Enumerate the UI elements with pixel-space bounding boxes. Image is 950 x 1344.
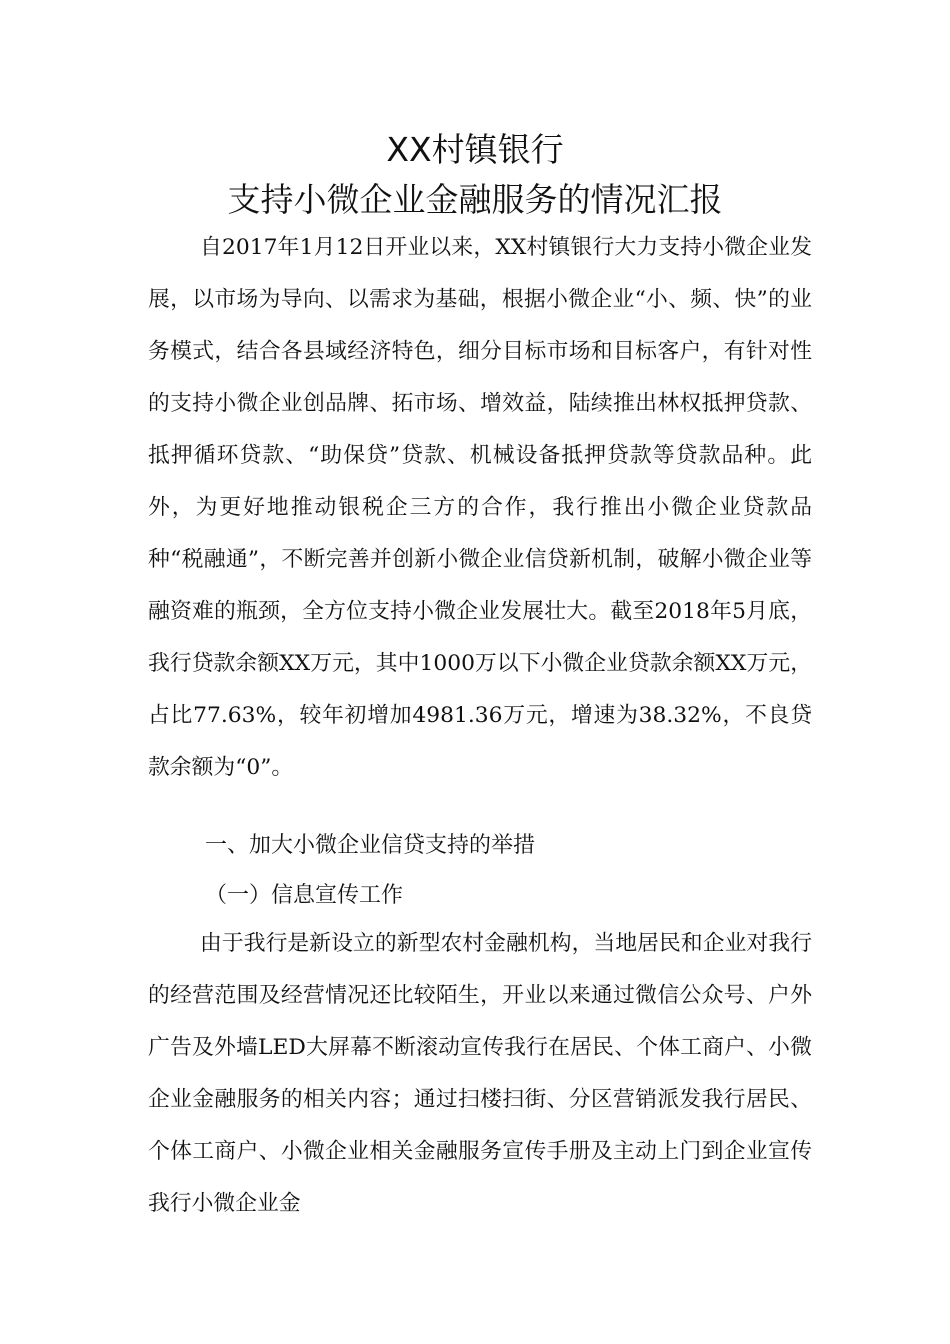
intro-paragraph: 自2017年1月12日开业以来，XX村镇银行大力支持小微企业发展，以市场为导向、以需求为基础，根据小微企业“小、频、快”的业务模式，结合各县域经济特色，细分目标市场和目标客户，有针对性的支持小微企业创品牌、拓市场、增效益，陆续推出林权抵押贷款、抵押循环贷款、“助保贷”贷款、机械设备抵押贷款等贷款品种。此外，为更好地推动银税企三方的合作，我行推出小微企业贷款品种“税融通”，不断完善并创新小微企业信贷新机制，破解小微企业等融资难的瓶颈，全方位支持小微企业发展壮大。截至2018年5月底，我行贷款余额XX万元，其中1000万以下小微企业贷款余额XX万元，占比77.63%，较年初增加4981.36万元，增速为38.32%，不良贷款余额为“0”。 <box>148 235 812 780</box>
subsection-1-paragraph: 由于我行是新设立的新型农村金融机构，当地居民和企业对我行的经营范围及经营情况还比较陌生，开业以来通过微信公众号、户外广告及外墙LED大屏幕不断滚动宣传我行在居民、个体工商户、小微企业金融服务的相关内容；通过扫楼扫街、分区营销派发我行居民、个体工商户、小微企业相关金融服务宣传手册及主动上门到企业宣传我行小微企业金 <box>148 931 812 1216</box>
document-title-line-2: 支持小微企业金融服务的情况汇报 <box>227 180 723 219</box>
section-heading-1: 一、加大小微企业信贷支持的举措 <box>205 833 536 858</box>
document-title-line-1: XX村镇银行 <box>386 130 564 169</box>
subsection-heading-1: （一）信息宣传工作 <box>205 883 404 908</box>
